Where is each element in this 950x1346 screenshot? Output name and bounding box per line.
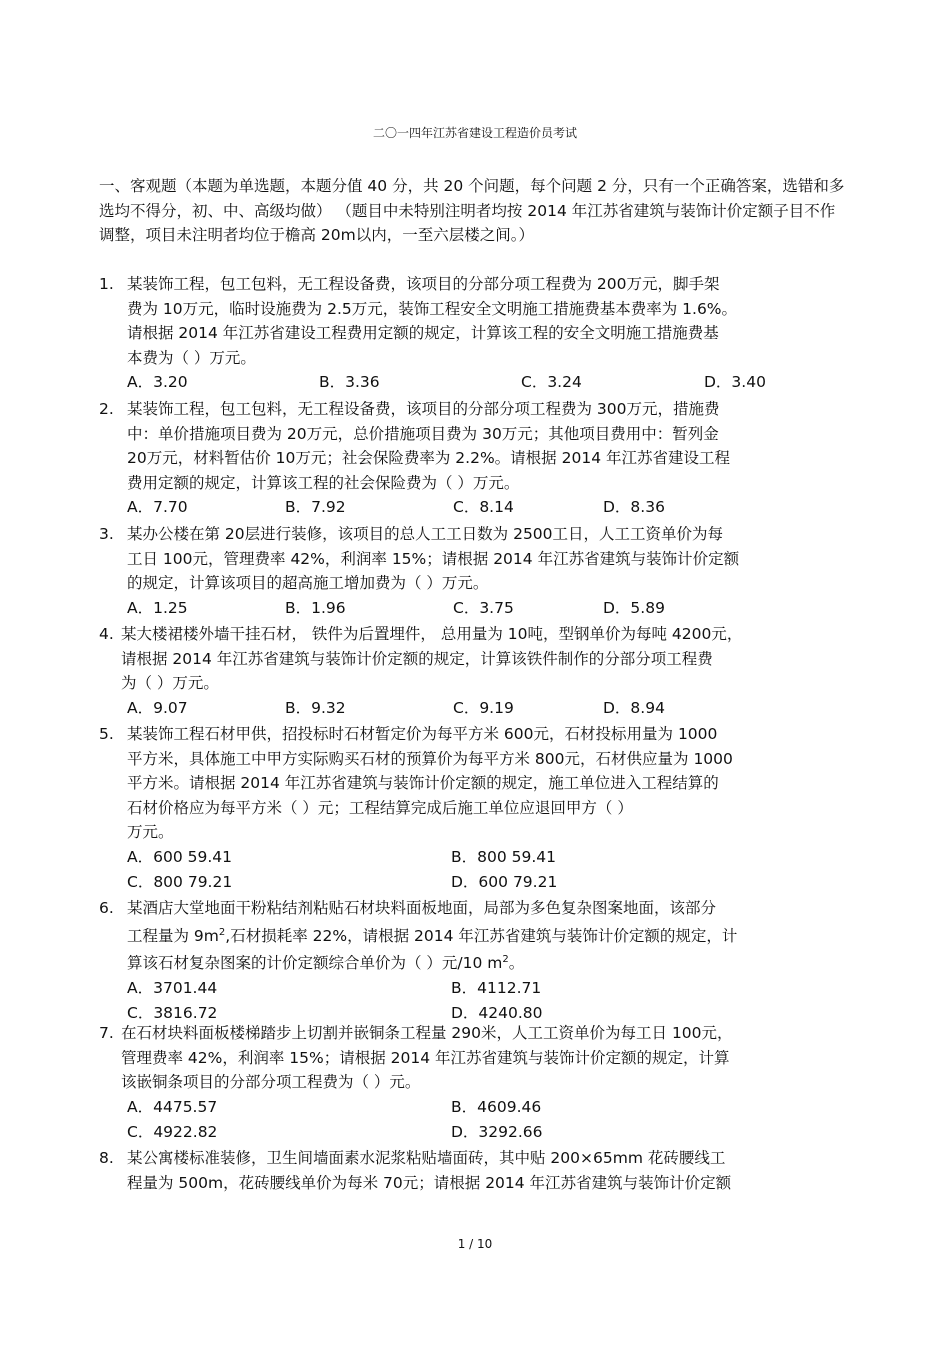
option-b: B．7.92 [285, 498, 346, 516]
question-number: 6. [99, 899, 114, 917]
question-text: 某装饰工程石材甲供，招投标时石材暂定价为每平方米 600元，石材投标用量为 1000 平方米，具体施工中甲方实际购买石材的预算价为每平方米 800元，石材供应量为 1000 平方米。请根据 2014 年江苏省建筑与装饰计价定额的规定，施工单位进入工程结算的 石材价格应为每平方米（ ）元；工程结算完成后施工单位应退回甲方（ ） 万元。 [127, 725, 733, 841]
question-text: 在石材块料面板楼梯踏步上切割并嵌铜条工程量 290米，人工工资单价为每工日 100元， 管理费率 42%，利润率 15%；请根据 2014 年江苏省建筑与装饰计价定额的规定，计算 该嵌铜条项目的分部分项工程费为（ ）元。 [121, 1024, 733, 1091]
page-number: 1 / 10 [457, 1237, 493, 1251]
question-number: 8. [99, 1149, 114, 1167]
option-b: B．9.32 [285, 698, 346, 717]
question-text: 某公寓楼标准装修，卫生间墙面素水泥浆粘贴墙面砖，其中贴 200×65mm 花砖腰线工 程量为 500m，花砖腰线单价为每米 70元；请根据 2014 年江苏省建筑与装饰计价定额 [127, 1149, 732, 1192]
section-intro: 一、客观题（本题为单选题，本题分值 40 分，共 20 个问题，每个问题 2 分，只有一个正确答案，选错和多选均不得分，初、中、高级均做） （题目中未特别注明者均按 2014 年江苏省建筑与装饰计价定额子目不作调整，项目未注明者均位于檐高 20m以内，一至六层楼之间。） [99, 177, 845, 244]
page-title: 二〇一四年江苏省建设工程造价员考试 [372, 126, 577, 140]
option-b: B．4112.71 [451, 978, 542, 997]
option-d: D．8.36 [603, 498, 665, 516]
option-a: A．9.07 [127, 698, 188, 717]
option-d: D．3292.66 [451, 1122, 543, 1141]
question-text: 某装饰工程，包工包料，无工程设备费，该项目的分部分项工程费为 300万元，措施费 中：单价措施项目费为 20万元，总价措施项目费为 30万元；其他项目费用中：暂列金 20万元，材料暂估价 10万元；社会保险费率为 2.2%。请根据 2014 年江苏省建设工程 费用定额的规定，计算该工程的社会保险费为（ ）万元。 [127, 400, 730, 492]
question-options [127, 1095, 859, 1120]
option-d: D．600 79.21 [451, 872, 558, 891]
option-d: D．3.40 [704, 373, 766, 391]
question-text: 某大楼裙楼外墙干挂石材， 铁件为后置埋件， 总用量为 10吨，型钢单价为每吨 4200元， 请根据 2014 年江苏省建筑与装饰计价定额的规定，计算该铁件制作的分部分项工程费 为（ ）万元。 [121, 625, 743, 692]
question-6 [99, 896, 859, 1026]
question-number: 4. [99, 625, 114, 643]
option-c: C．3816.72 [127, 1003, 218, 1022]
option-c: C．9.19 [453, 698, 514, 717]
question-number: 3. [99, 525, 114, 543]
option-b: B．4609.46 [451, 1097, 542, 1116]
option-a: A．1.25 [127, 598, 188, 617]
question-7 [99, 1021, 859, 1145]
option-c: C．3.24 [521, 373, 582, 391]
question-text-part: 某酒店大堂地面干粉粘结剂粘贴石材块料面板地面，局部为多色复杂图案地面，该部分 工程量为 9m [127, 899, 717, 945]
option-a: A．4475.57 [127, 1097, 218, 1116]
option-c: C．4922.82 [127, 1122, 218, 1141]
question-text: 某办公楼在第 20层进行装修，该项目的总人工工日数为 2500工日，人工工资单价为每 工日 100元，管理费率 42%，利润率 15%；请根据 2014 年江苏省建筑与装饰计价定额 的规定，计算该项目的超高施工增加费为（ ）万元。 [127, 525, 740, 592]
question-3 [99, 522, 859, 621]
question-options [127, 696, 859, 721]
question-options [127, 596, 859, 621]
option-a: A．7.70 [127, 498, 188, 516]
option-b: B．800 59.41 [451, 847, 557, 866]
option-d: D．8.94 [603, 698, 665, 717]
superscript: 2 [218, 926, 226, 938]
superscript: 2 [502, 954, 509, 966]
option-a: A．3.20 [127, 373, 188, 391]
question-options [127, 370, 859, 395]
option-c: C．800 79.21 [127, 872, 233, 891]
question-number: 2. [99, 400, 114, 418]
option-c: C．8.14 [453, 498, 514, 516]
question-1 [99, 272, 859, 395]
question-5 [99, 722, 859, 895]
question-text-part: ,石材损耗率 22%，请根据 2014 年江苏省建筑与装饰计价定额的规定，计 算该石材复杂图案的计价定额综合单价为（ ）元/10 m [127, 926, 738, 973]
option-a: A．3701.44 [127, 978, 218, 997]
question-4 [99, 622, 859, 721]
question-options [127, 976, 859, 1001]
option-c: C．3.75 [453, 598, 514, 617]
option-b: B．3.36 [319, 373, 380, 391]
question-number: 1. [99, 275, 114, 293]
option-d: D．4240.80 [451, 1003, 543, 1022]
question-options [127, 845, 859, 870]
option-a: A．600 59.41 [127, 847, 232, 866]
question-number: 5. [99, 725, 114, 743]
option-b: B．1.96 [285, 598, 346, 617]
question-text-part: 。 [508, 954, 525, 973]
question-options [127, 495, 859, 520]
question-text [127, 896, 859, 976]
question-2 [99, 397, 859, 520]
question-options [127, 1120, 859, 1145]
question-number: 7. [99, 1024, 114, 1042]
question-8 [99, 1146, 859, 1195]
question-options [127, 870, 859, 895]
option-d: D．5.89 [603, 598, 665, 617]
question-text: 某装饰工程，包工包料，无工程设备费，该项目的分部分项工程费为 200万元，脚手架 费为 10万元，临时设施费为 2.5万元，装饰工程安全文明施工措施费基本费率为 1.6%。 请根据 2014 年江苏省建设工程费用定额的规定，计算该工程的安全文明施工措施费基 本费为（ ）万元。 [127, 275, 738, 367]
